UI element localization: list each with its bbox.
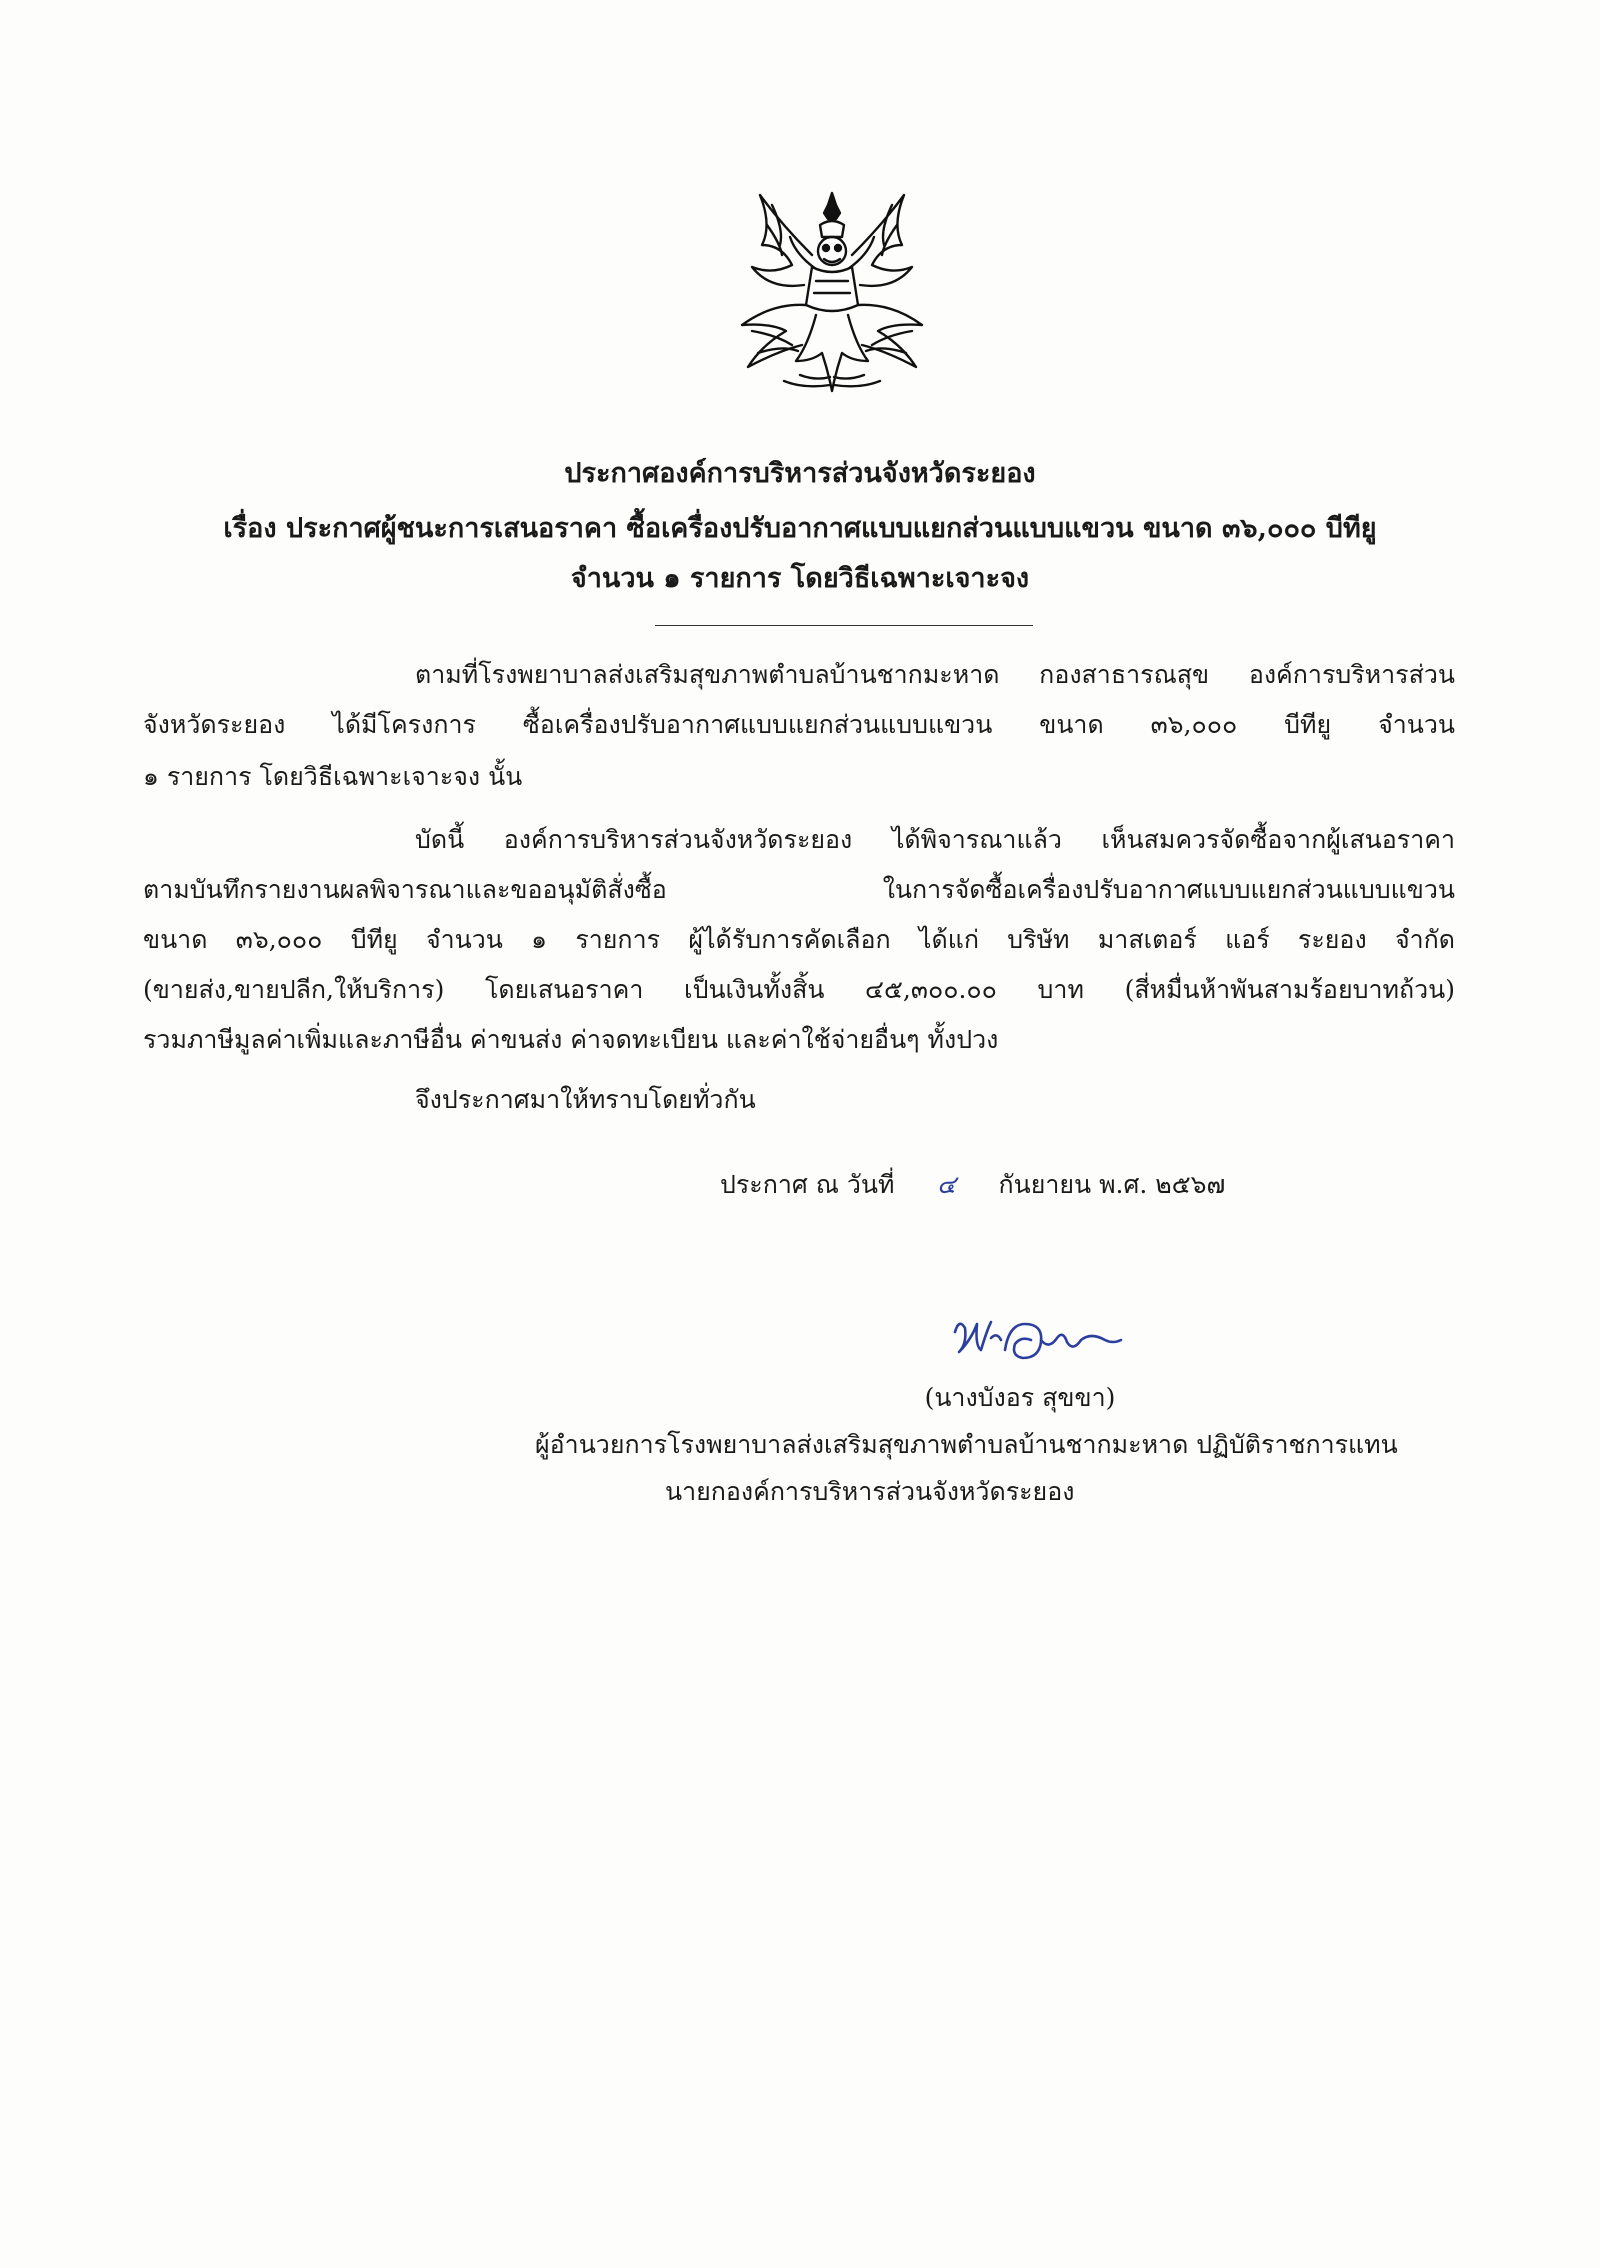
closing-sentence: จึงประกาศมาให้ทราบโดยทั่วกัน (415, 1085, 756, 1114)
date-prefix: ประกาศ ณ วันที่ (720, 1170, 895, 1199)
paragraph-2-line-5: รวมภาษีมูลค่าเพิ่มและภาษีอื่น ค่าขนส่ง ค่าจดทะเบียน และค่าใช้จ่ายอื่นๆ ทั้งปวง (143, 1025, 999, 1054)
paragraph-2-line-1: บัดนี้ องค์การบริหารส่วนจังหวัดระยอง ได้พิจารณาแล้ว เห็นสมควรจัดซื้อจากผู้เสนอราคา (415, 825, 1455, 854)
signer-name: (นางบังอร สุขขา) (924, 1383, 1116, 1412)
announcement-subject-line-2: จำนวน ๑ รายการ โดยวิธีเฉพาะเจาะจง (570, 563, 1030, 594)
date-month-year: กันยายน พ.ศ. ๒๕๖๗ (998, 1170, 1226, 1199)
paragraph-2-line-4: (ขายส่ง,ขายปลีก,ให้บริการ) โดยเสนอราคา เป็นเงินทั้งสิ้น ๔๕,๓๐๐.๐๐ บาท (สี่หมื่นห้าพันสามร้อยบาทถ้วน) (143, 975, 1455, 1004)
announcement-title: ประกาศองค์การบริหารส่วนจังหวัดระยอง (564, 458, 1036, 489)
paragraph-2-line-3: ขนาด ๓๖,๐๐๐ บีทียู จำนวน ๑ รายการ ผู้ได้รับการคัดเลือก ได้แก่ บริษัท มาสเตอร์ แอร์ ระยอง จำกัด (143, 925, 1455, 954)
paragraph-2-line-2: ตามบันทึกรายงานผลพิจารณาและขออนุมัติสั่งซื้อ ในการจัดซื้อเครื่องปรับอากาศแบบแยกส่วนแบบแขวน (143, 875, 1455, 904)
paragraph-1-line-3: ๑ รายการ โดยวิธีเฉพาะเจาะจง นั้น (143, 762, 523, 791)
heading-divider (655, 625, 1033, 626)
paragraph-1-line-1: ตามที่โรงพยาบาลส่งเสริมสุขภาพตำบลบ้านชากมะหาด กองสาธารณสุข องค์การบริหารส่วน (415, 660, 1455, 689)
announcement-subject-line-1: เรื่อง ประกาศผู้ชนะการเสนอราคา ซื้อเครื่องปรับอากาศแบบแยกส่วนแบบแขวน ขนาด ๓๖,๐๐๐ บีทียู (223, 513, 1377, 544)
handwritten-signature-icon (945, 1310, 1125, 1380)
announcement-date (720, 1165, 1225, 1205)
signer-position-line-2: นายกองค์การบริหารส่วนจังหวัดระยอง (665, 1477, 1075, 1506)
signer-position-line-1: ผู้อำนวยการโรงพยาบาลส่งเสริมสุขภาพตำบลบ้านชากมะหาด ปฏิบัติราชการแทน (535, 1430, 1398, 1459)
paragraph-1-line-2: จังหวัดระยอง ได้มีโครงการ ซื้อเครื่องปรับอากาศแบบแยกส่วนแบบแขวน ขนาด ๓๖,๐๐๐ บีทียู จำนวน (143, 710, 1455, 739)
garuda-emblem-icon (712, 185, 952, 400)
date-day: ๔ (937, 1170, 956, 1199)
